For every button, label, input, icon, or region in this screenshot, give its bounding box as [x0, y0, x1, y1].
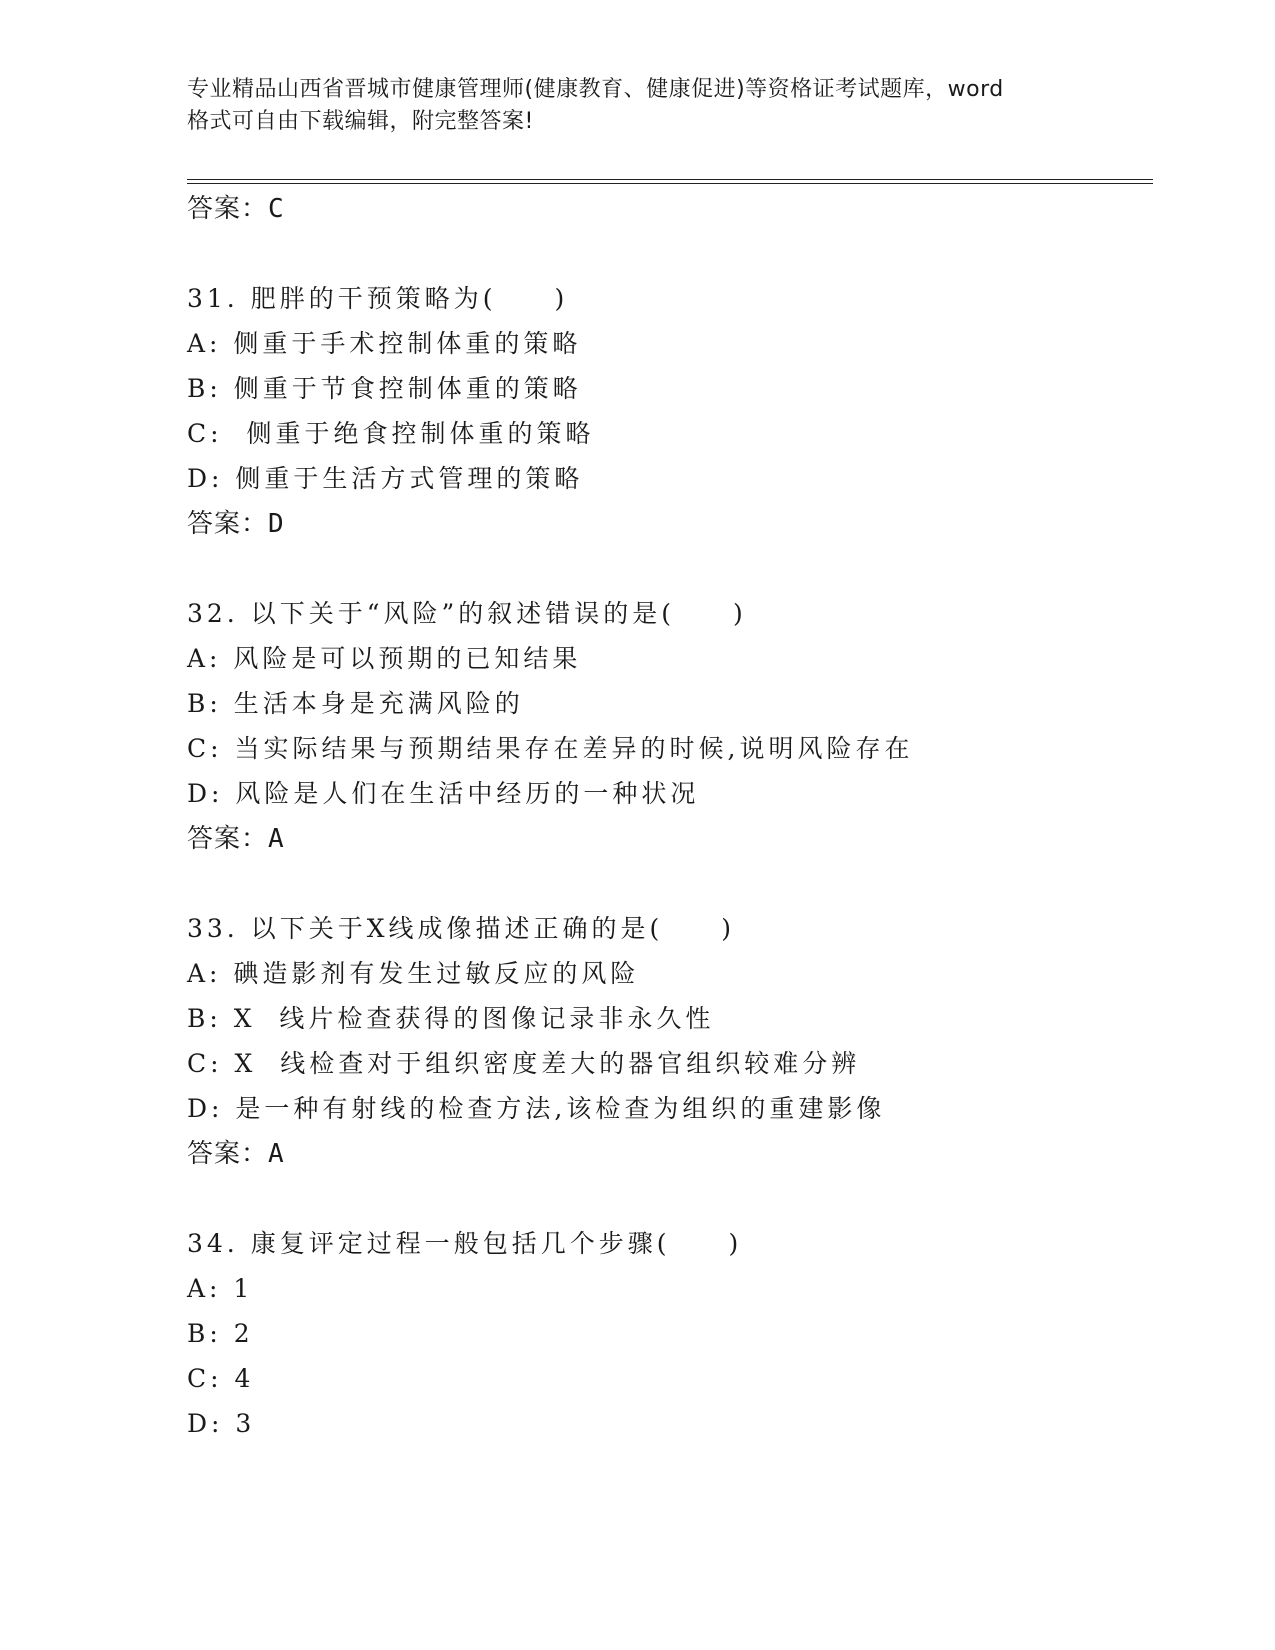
answer-label: 答案： — [187, 1139, 269, 1169]
option-c: C: X 线检查对于组织密度差大的器官组织较难分辨 — [187, 1049, 861, 1078]
question-stem: 34. 康复评定过程一般包括几个步骤( ) — [187, 1229, 743, 1258]
option-c: C: 4 — [187, 1364, 255, 1393]
header-divider-top — [187, 179, 1153, 180]
header-line-2: 格式可自由下载编辑，附完整答案! — [187, 109, 534, 134]
document-header — [187, 74, 1117, 138]
option-d: D: 风险是人们在生活中经历的一种状况 — [187, 779, 700, 808]
option-a: A: 碘造影剂有发生过敏反应的风险 — [187, 959, 640, 988]
answer-line — [187, 192, 285, 226]
answer-label: 答案： — [187, 509, 269, 539]
header-line-1: 专业精品山西省晋城市健康管理师(健康教育、健康促进)等资格证考试题库，word — [187, 77, 1004, 102]
option-b: B: 2 — [187, 1319, 254, 1348]
answer-key: C — [268, 194, 285, 224]
answer-label: 答案： — [187, 194, 269, 224]
answer-key: A — [268, 1139, 285, 1169]
option-b: B: X 线片检查获得的图像记录非永久性 — [187, 1004, 715, 1033]
option-a: A: 风险是可以预期的已知结果 — [187, 644, 582, 673]
option-d: D: 3 — [187, 1409, 256, 1438]
answer-label: 答案： — [187, 824, 269, 854]
option-d: D: 侧重于生活方式管理的策略 — [187, 464, 584, 493]
answer-line — [187, 507, 285, 541]
header-divider-bottom — [187, 183, 1153, 184]
option-b: B: 生活本身是充满风险的 — [187, 689, 524, 718]
option-c: C: 当实际结果与预期结果存在差异的时候,说明风险存在 — [187, 734, 914, 763]
answer-line — [187, 822, 285, 856]
answer-key: A — [268, 824, 285, 854]
option-a: A: 1 — [187, 1274, 254, 1303]
answer-key: D — [268, 509, 285, 539]
option-b: B: 侧重于节食控制体重的策略 — [187, 374, 582, 403]
option-a: A: 侧重于手术控制体重的策略 — [187, 329, 582, 358]
option-c: C: 侧重于绝食控制体重的策略 — [187, 419, 595, 448]
question-stem: 32. 以下关于“风险”的叙述错误的是( ) — [187, 599, 747, 628]
option-d: D: 是一种有射线的检查方法,该检查为组织的重建影像 — [187, 1094, 886, 1123]
answer-line — [187, 1137, 285, 1171]
question-stem: 33. 以下关于X线成像描述正确的是( ) — [187, 914, 736, 943]
question-stem: 31. 肥胖的干预策略为( ) — [187, 284, 569, 313]
